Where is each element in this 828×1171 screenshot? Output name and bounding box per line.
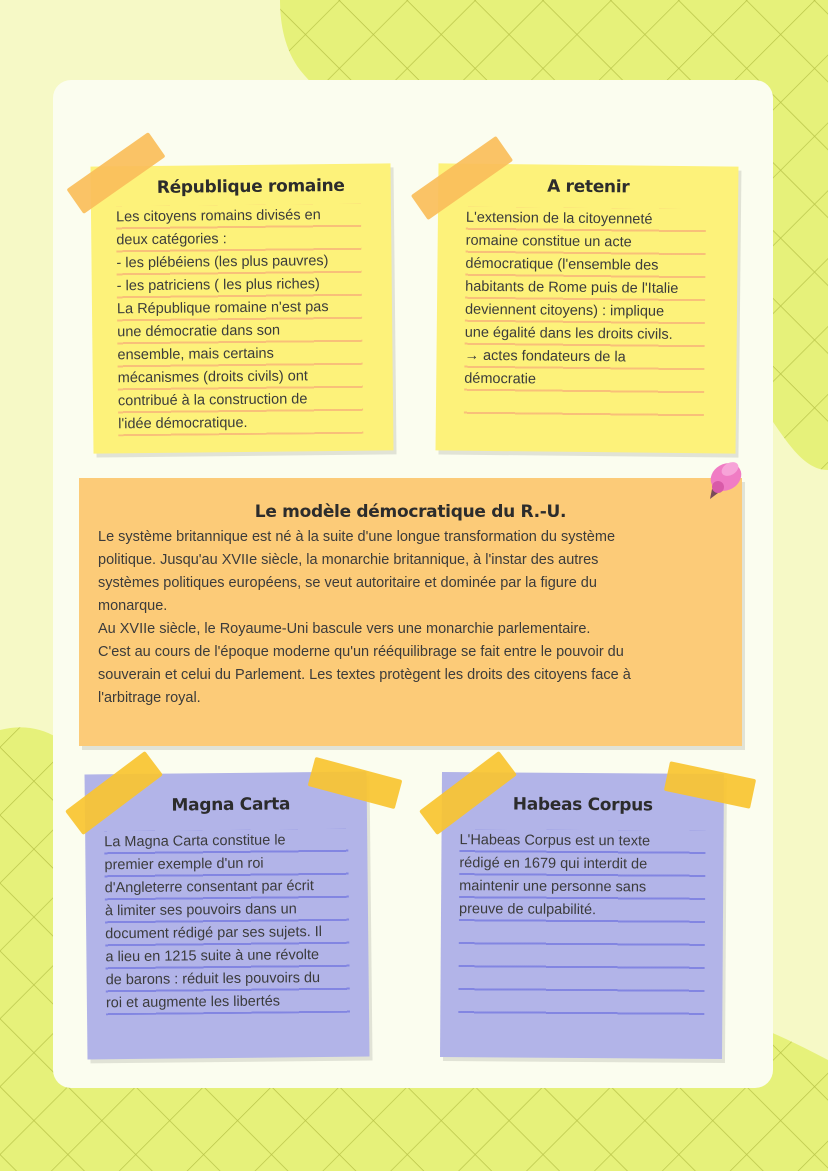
note-title: République romaine (156, 175, 345, 198)
note-body: Le système britannique est né à la suite d'une longue transformation du système politique. Jusqu'au XVIIe siècle, la monarchie britannique, à l'instar des autres systèmes politiques européens, se veut autoritaire et dominée par la figure du monarque. Au XVIIe siècle, le Royaume-Uni bascule vers une monarchie parlementaire. C'est au cours de l'époque moderne qu'un rééquilibrage se fait entre le pouvoir du souverain et celui du Parlement. Les textes protègent les droits des citoyens face à l'arbitrage royal. (98, 529, 631, 706)
note-magna-carta (85, 772, 370, 1060)
note-title: Habeas Corpus (512, 794, 653, 816)
note-title: A retenir (547, 176, 630, 198)
note-title: Magna Carta (171, 794, 291, 816)
note-title: Le modèle démocratique du R.-U. (254, 502, 567, 522)
note-modele-democratique (79, 478, 742, 746)
note-body: Les citoyens romains divisés en deux catégories : - les plébéiens (les plus pauvres) - les patriciens ( les plus riches) La République romaine n'est pas une démocratie dans son ensemble, mais certains mécanismes (droits civils) ont contribué à la construction de l'idée démocratique. (116, 204, 363, 437)
note-habeas-corpus (440, 772, 724, 1059)
note-a-retenir (436, 163, 739, 453)
note-body: La Magna Carta constitue le premier exemple d'un roi d'Angleterre consentant par écrit à limiter ses pouvoirs dans un document rédigé par ses sujets. Il a lieu en 1215 suite à une révolte de barons : réduit les pouvoirs du roi et augmente les libertés (104, 829, 350, 1016)
note-body: L'Habeas Corpus est un texte rédigé en 1679 qui interdit de maintenir une personne sans preuve de culpabilité. (458, 829, 705, 1021)
note-body: L'extension de la citoyenneté romaine constitue un acte démocratique (l'ensemble des habitants de Rome puis de l'Italie deviennent citoyens) : implique une égalité dans les droits civils. → actes fondateurs de la démocratie (464, 207, 706, 419)
note-republique-romaine (91, 163, 394, 453)
push-pin-icon (700, 455, 748, 505)
